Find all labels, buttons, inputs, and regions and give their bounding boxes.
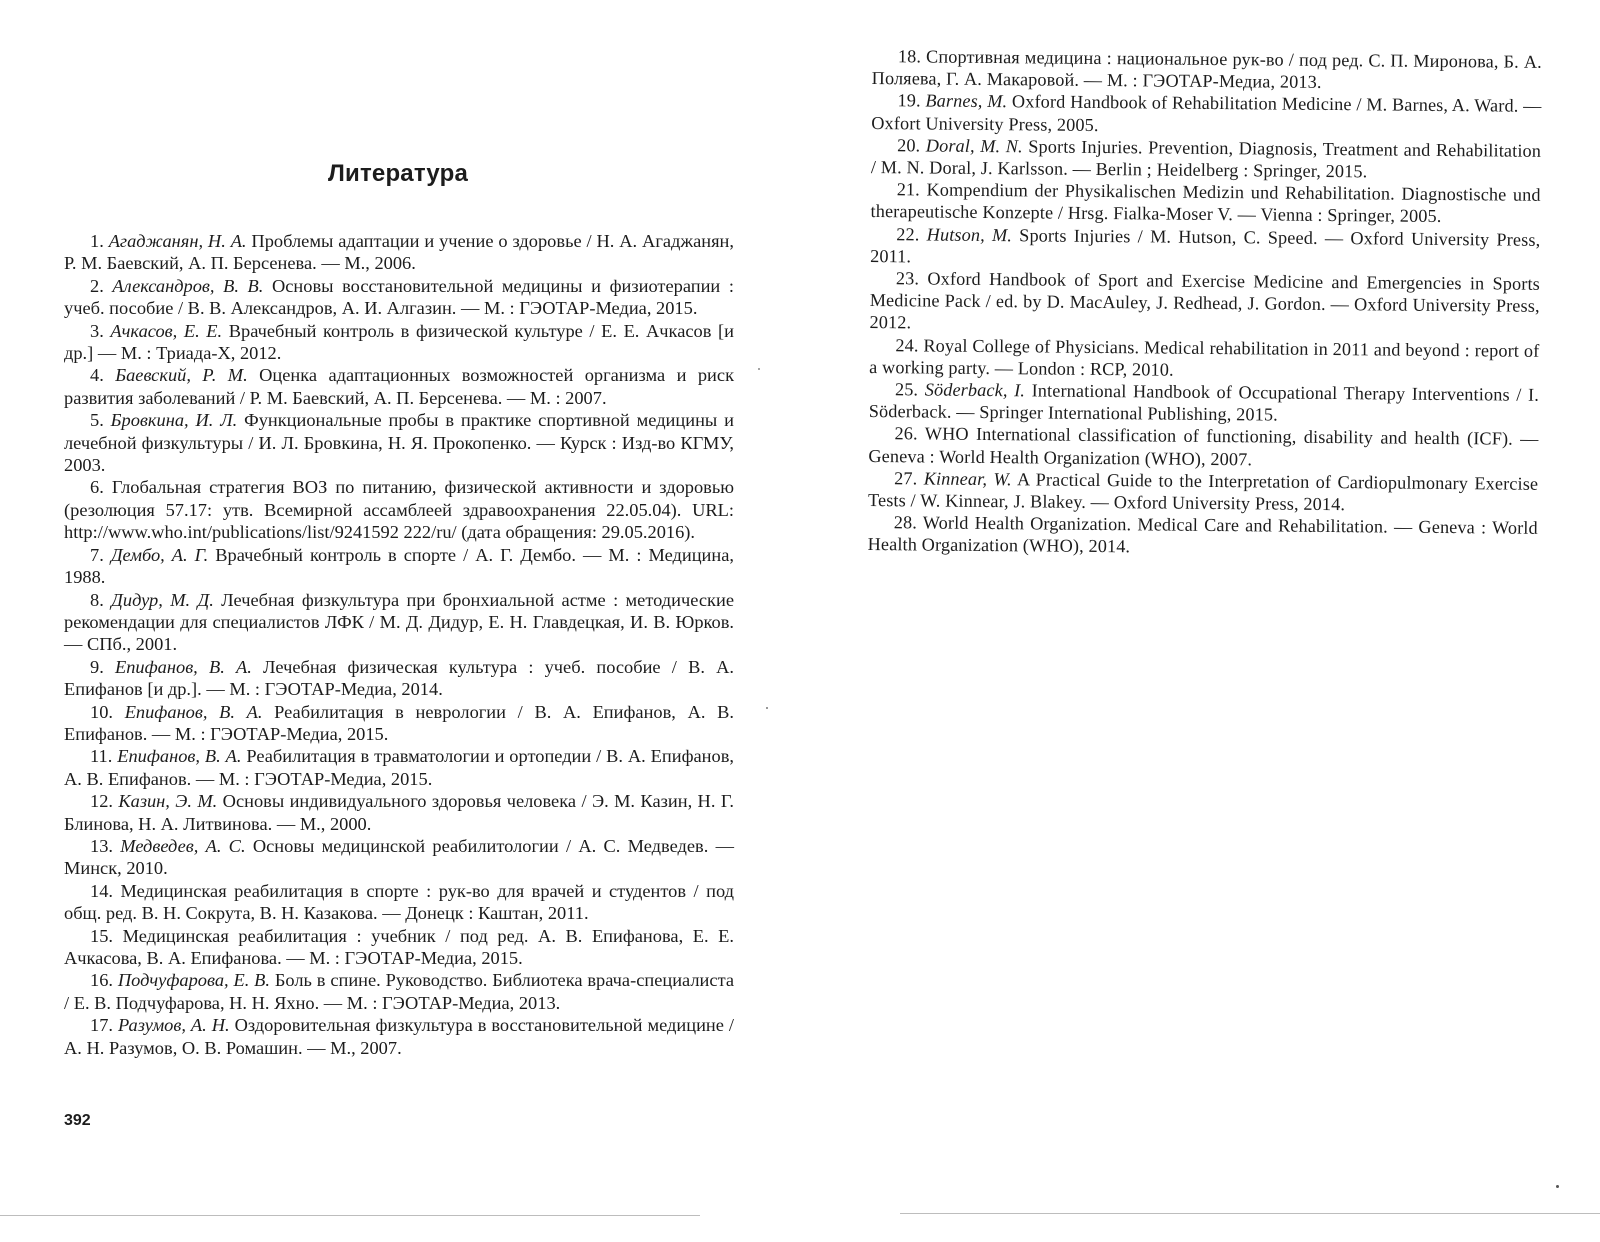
reference-author: Kinnear, W. (923, 468, 1012, 490)
scan-edge-line (0, 1215, 700, 1216)
reference-item (64, 925, 734, 970)
reference-item (64, 476, 734, 543)
reference-text: Реабилитация в неврологии / В. А. Епифанов, А. В. Епифанов. — М. : ГЭОТАР-Медиа, 2015. (64, 701, 734, 744)
scan-speck (1556, 1185, 1559, 1188)
reference-text: Спортивная медицина : национальное рук-во / под ред. С. П. Миронова, Б. А. Поляева, Г. А. Макаровой. — М. : ГЭОТАР-Медиа, 2013. (871, 46, 1542, 93)
reference-item (64, 790, 734, 835)
reference-item (64, 320, 734, 365)
reference-item (64, 230, 734, 275)
reference-author: Епифанов, В. А. (117, 746, 242, 767)
reference-text: Оценка адаптационных возможностей организма и риск развития заболеваний / Р. М. Баевский, А. П. Берсенева. — М. : 2007. (64, 365, 734, 408)
reference-number: 22. (896, 223, 920, 245)
reference-author: Агаджанян, Н. А. (108, 231, 247, 251)
reference-number: 3. (90, 320, 104, 341)
reference-item (64, 656, 734, 701)
reference-item (868, 511, 1538, 561)
scan-edge-line (900, 1213, 1600, 1214)
reference-item (870, 223, 1540, 273)
page-number: 392 (64, 1112, 91, 1129)
reference-item (872, 45, 1542, 95)
reference-number: 8. (90, 589, 104, 610)
reference-text: International Handbook of Occupational Therapy Interventions / I. Söderback. — Springer International Publishing, 2015. (868, 380, 1540, 425)
reference-author: Дембо, А. Г. (110, 544, 209, 565)
reference-number: 25. (894, 379, 919, 400)
reference-number: 4. (90, 365, 104, 386)
reference-number: 20. (897, 135, 921, 156)
reference-item (64, 544, 734, 589)
reference-number: 16. (90, 970, 113, 991)
reference-author: Doral, M. N. (925, 135, 1023, 157)
reference-text: Функциональные пробы в практике спортивной медицины и лечебной физкультуры / И. Л. Бровкина, Н. Я. Прокопенко. — Курск : Изд-во КГМУ, 2003. (64, 410, 734, 476)
reference-author: Barnes, M. (925, 90, 1008, 112)
reference-item (64, 745, 734, 790)
reference-number: 6. (90, 477, 104, 498)
reference-author: Бровкина, И. Л. (110, 410, 238, 431)
reference-text: Sports Injuries. Prevention, Diagnosis, Treatment and Rehabilitation / M. N. Doral, J. Karlsson. — Berlin ; Heidelberg : Springer, 2015. (870, 136, 1542, 182)
reference-text: Реабилитация в травматологии и ортопедии / В. А. Епифанов, А. В. Епифанов. — М. : ГЭОТАР-Медиа, 2015. (64, 746, 734, 789)
reference-number: 28. (893, 512, 918, 533)
reference-author: Söderback, I. (924, 379, 1026, 401)
reference-text: World Health Organization. Medical Care and Rehabilitation. — Geneva : World Health Organization (WHO), 2014. (867, 512, 1538, 557)
reference-item (64, 701, 734, 746)
reference-item (64, 969, 734, 1014)
reference-text: Медицинская реабилитация : учебник / под ред. А. В. Епифанова, Е. Е. Ачкасова, В. А. Епифанова. — М. : ГЭОТАР-Медиа, 2015. (64, 925, 734, 968)
reference-number: 11. (90, 746, 113, 767)
reference-number: 12. (90, 791, 113, 812)
reference-item (871, 134, 1541, 184)
reference-number: 18. (897, 46, 922, 67)
reference-number: 21. (896, 179, 921, 200)
reference-number: 13. (90, 835, 113, 856)
reference-item (868, 467, 1538, 517)
reference-number: 23. (895, 268, 920, 289)
reference-item (64, 1014, 734, 1059)
reference-author: Казин, Э. М. (118, 791, 218, 812)
reference-text: Royal College of Physicians. Medical rehabilitation in 2011 and beyond : report of a working party. — London : RCP, 2010. (869, 335, 1540, 380)
reference-number: 17. (90, 1015, 113, 1036)
reference-item (64, 880, 734, 925)
reference-text: Медицинская реабилитация в спорте : рук-во для врачей и студентов / под общ. ред. В. Н. Сокрута, В. Н. Казакова. — Донецк : Каштан, 2011. (64, 880, 734, 924)
reference-author: Разумов, А. Н. (117, 1015, 230, 1036)
reference-text: Основы медицинской реабилитологии / А. С. Медведев. — Минск, 2010. (64, 835, 734, 879)
reference-text: Oxford Handbook of Rehabilitation Medicine / M. Barnes, A. Ward. — Oxfort University Press, 2005. (871, 91, 1542, 135)
scan-speck (758, 368, 760, 370)
reference-number: 2. (90, 275, 104, 296)
reference-text: WHO International classification of functioning, disability and health (ICF). — Geneva : World Health Organization (WHO), 2007. (868, 423, 1539, 469)
reference-number: 27. (894, 468, 918, 489)
page-heading: Литература (327, 160, 469, 187)
reference-list-left (64, 230, 734, 1059)
reference-text: Проблемы адаптации и учение о здоровье / Н. А. Агаджанян, Р. М. Баевский, А. П. Берсенева. — М., 2006. (64, 231, 734, 274)
reference-item (869, 267, 1540, 339)
reference-number: 19. (897, 90, 921, 111)
reference-author: Епифанов, В. А. (115, 656, 252, 677)
scan-speck (766, 707, 768, 709)
reference-text: Оздоровительная физкультура в восстановительной медицине / А. Н. Разумов, О. В. Ромашин. — М., 2007. (64, 1015, 734, 1058)
reference-text: Лечебная физкультура при бронхиальной астме : методические рекомендации для специалистов ЛФК / М. Д. Дидур, Е. Н. Главдецкая, И. В. Юрков. — СПб., 2001. (64, 589, 734, 655)
reference-item (868, 422, 1538, 472)
reference-number: 1. (90, 231, 104, 251)
reference-text: Врачебный контроль в физической культуре / Е. Е. Ачкасов [и др.] — М. : Триада-Х, 2012. (64, 320, 734, 364)
reference-item (869, 334, 1539, 384)
reference-number: 26. (894, 423, 918, 444)
reference-text: Основы восстановительной медицины и физиотерапии : учеб. пособие / В. В. Александров, А. И. Алгазин. — М. : ГЭОТАР-Медиа, 2015. (64, 275, 734, 319)
reference-text: Врачебный контроль в спорте / А. Г. Дембо. — М. : Медицина, 1988. (64, 544, 734, 588)
reference-item (64, 589, 734, 656)
reference-number: 7. (90, 544, 104, 565)
reference-author: Баевский, Р. М. (115, 365, 248, 386)
reference-item (64, 275, 734, 320)
reference-item (870, 178, 1540, 228)
reference-text: Лечебная физическая культура : учеб. пособие / В. А. Епифанов [и др.]. — М. : ГЭОТАР-Медиа, 2014. (64, 656, 734, 700)
reference-text: Глобальная стратегия ВОЗ по питанию, физической активности и здоровью (резолюция 57.17: утв. Всемирной ассамблеей здравоохранения 22.05.04). URL: http://www.who.int/publications/list/9241592 222/ru/ (дата обращения: 29.05.2016). (64, 477, 734, 543)
reference-text: Kompendium der Physikalischen Medizin und Rehabilitation. Diagnostische und therapeutische Konzepte / Hrsg. Fialka-Moser V. — Vienna : Springer, 2005. (870, 179, 1541, 227)
reference-number: 9. (90, 656, 104, 677)
reference-number: 24. (895, 334, 919, 356)
reference-author: Ачкасов, Е. Е. (110, 320, 223, 341)
reference-number: 5. (90, 410, 104, 431)
reference-number: 15. (90, 925, 113, 946)
reference-item (64, 364, 734, 409)
reference-author: Подчуфарова, Е. В. (117, 970, 270, 991)
reference-author: Епифанов, В. А. (124, 701, 263, 722)
reference-author: Александров, В. В. (112, 275, 264, 296)
reference-text: A Practical Guide to the Interpretation of Cardiopulmonary Exercise Tests / W. Kinnear, J. Blakey. — Oxford University Press, 2014. (867, 469, 1539, 515)
reference-text: Основы индивидуального здоровья человека / Э. М. Казин, Н. Г. Блинова, Н. А. Литвинова. — М., 2000. (64, 791, 734, 834)
reference-author: Дидур, М. Д. (111, 589, 214, 610)
reference-text: Боль в спине. Руководство. Библиотека врача-специалиста / Е. В. Подчуфарова, Н. Н. Яхно. — М. : ГЭОТАР-Медиа, 2013. (64, 970, 734, 1013)
right-page (800, 0, 1600, 1242)
reference-number: 10. (90, 701, 113, 722)
reference-text: Sports Injuries / M. Hutson, C. Speed. — Oxford University Press, 2011. (870, 224, 1541, 267)
reference-number: 14. (90, 880, 113, 901)
reference-author: Медведев, А. С. (120, 835, 246, 856)
reference-item (869, 378, 1539, 428)
reference-item (64, 409, 734, 476)
reference-list-right (868, 45, 1542, 561)
reference-text: Oxford Handbook of Sport and Exercise Medicine and Emergencies in Sports Medicine Pack / ed. by D. MacAuley, J. Redhead, J. Gordon. — Oxford University Press, 2012. (869, 268, 1541, 333)
reference-author: Hutson, M. (926, 224, 1013, 245)
reference-item (64, 835, 734, 880)
reference-item (871, 89, 1541, 139)
